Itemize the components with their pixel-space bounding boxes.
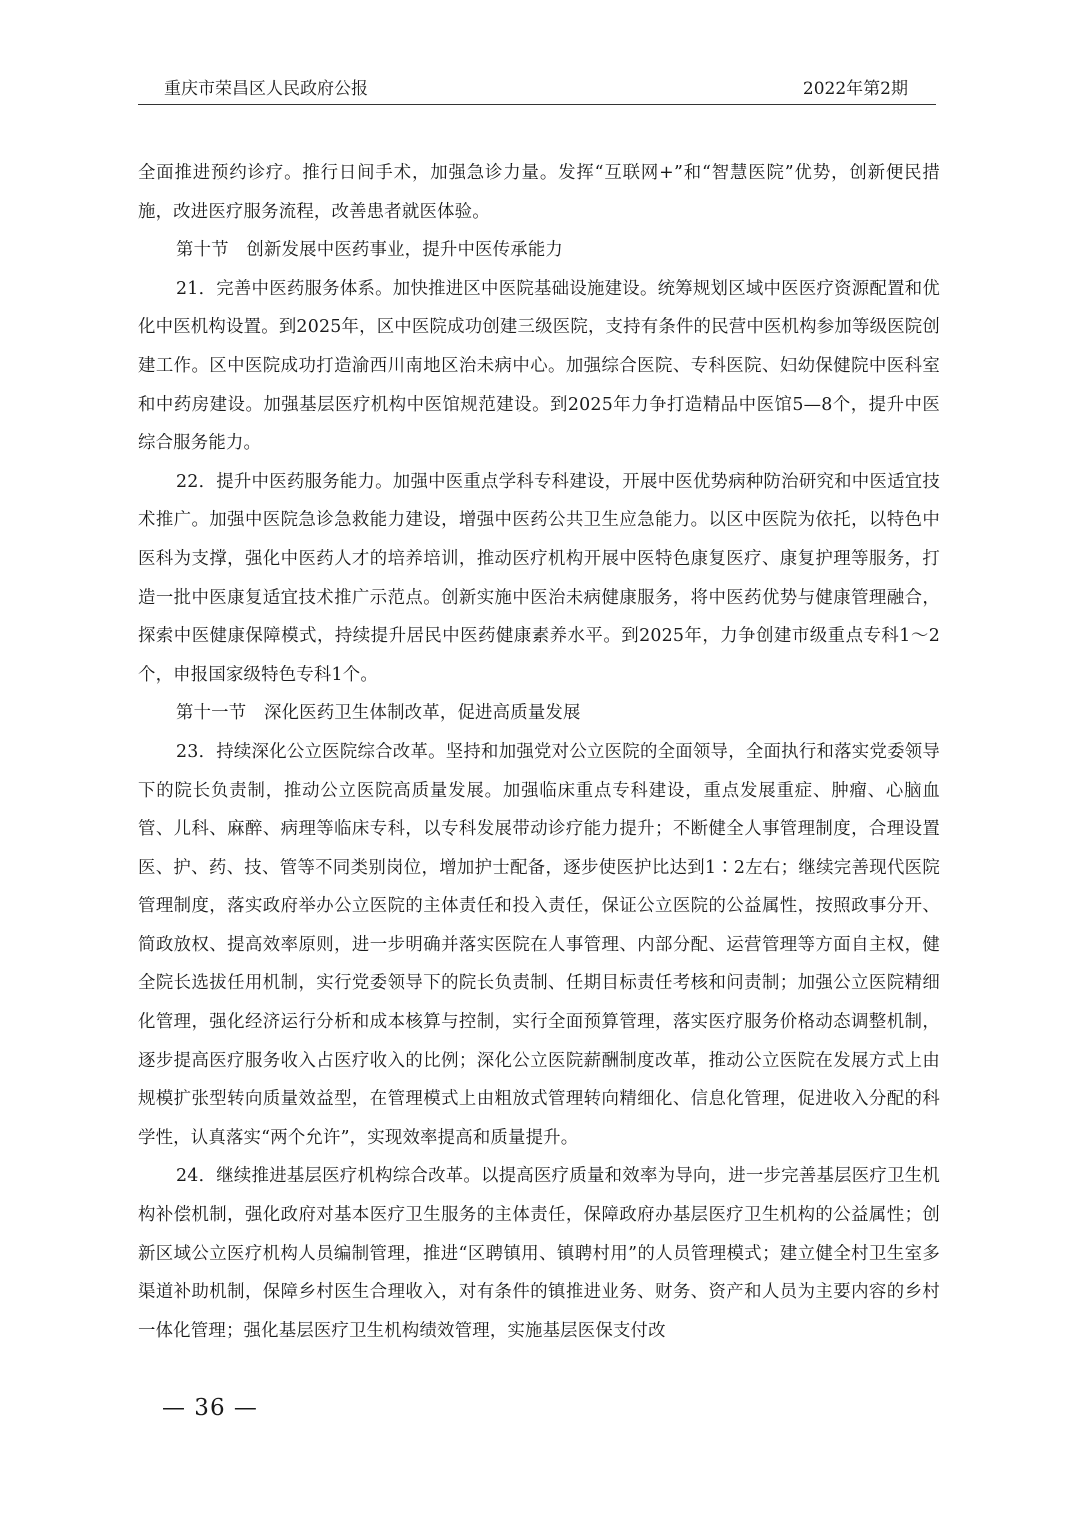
page-header <box>138 78 936 105</box>
issue-number: 2022年第2期 <box>802 79 908 99</box>
paragraph-item-24: 24．继续推进基层医疗机构综合改革。以提高医疗质量和效率为导向，进一步完善基层医疗卫生机构补偿机制，强化政府对基本医疗卫生服务的主体责任，保障政府办基层医疗卫生机构的公益属性；创新区域公立医疗机构人员编制管理，推进“区聘镇用、镇聘村用”的人员管理模式；建立健全村卫生室多渠道补助机制，保障乡村医生合理收入，对有条件的镇推进业务、财务、资产和人员为主要内容的乡村一体化管理；强化基层医疗卫生机构绩效管理，实施基层医保支付改 <box>138 1166 940 1341</box>
document-body <box>138 154 940 1350</box>
publication-title: 重庆市荣昌区人民政府公报 <box>164 79 368 99</box>
section-heading-11: 第十一节 深化医药卫生体制改革，促进高质量发展 <box>176 703 581 724</box>
paragraph-item-21: 21．完善中医药服务体系。加快推进区中医院基础设施建设。统筹规划区域中医医疗资源配置和优化中医机构设置。到2025年，区中医院成功创建三级医院，支持有条件的民营中医机构参加等级医院创建工作。区中医院成功打造渝西川南地区治未病中心。加强综合医院、专科医院、妇幼保健院中医科室和中药房建设。加强基层医疗机构中医馆规范建设。到2025年力争打造精品中医馆5—8个，提升中医综合服务能力。 <box>138 278 940 454</box>
paragraph-continuation: 全面推进预约诊疗。推行日间手术，加强急诊力量。发挥“互联网+”和“智慧医院”优势，创新便民措施，改进医疗服务流程，改善患者就医体验。 <box>138 163 940 222</box>
paragraph-item-22: 22．提升中医药服务能力。加强中医重点学科专科建设，开展中医优势病种防治研究和中医适宜技术推广。加强中医院急诊急救能力建设，增强中医药公共卫生应急能力。以区中医院为依托，以特色中医科为支撑，强化中医药人才的培养培训，推动医疗机构开展中医特色康复医疗、康复护理等服务，打造一批中医康复适宜技术推广示范点。创新实施中医治未病健康服务，将中医药优势与健康管理融合，探索中医健康保障模式，持续提升居民中医药健康素养水平。到2025年，力争创建市级重点专科1～2个，申报国家级特色专科1个。 <box>138 471 940 685</box>
paragraph-item-23: 23．持续深化公立医院综合改革。坚持和加强党对公立医院的全面领导，全面执行和落实党委领导下的院长负责制，推动公立医院高质量发展。加强临床重点专科建设，重点发展重症、肿瘤、心脑血管、儿科、麻醉、病理等临床专科，以专科发展带动诊疗能力提升；不断健全人事管理制度，合理设置医、护、药、技、管等不同类别岗位，增加护士配备，逐步使医护比达到1∶2左右；继续完善现代医院管理制度，落实政府举办公立医院的主体责任和投入责任，保证公立医院的公益属性，按照政事分开、简政放权、提高效率原则，进一步明确并落实医院在人事管理、内部分配、运营管理等方面自主权，健全院长选拔任用机制，实行党委领导下的院长负责制、任期目标责任考核和问责制；加强公立医院精细化管理，强化经济运行分析和成本核算与控制，实行全面预算管理，落实医疗服务价格动态调整机制，逐步提高医疗服务收入占医疗收入的比例；深化公立医院薪酬制度改革，推动公立医院在发展方式上由规模扩张型转向质量效益型，在管理模式上由粗放式管理转向精细化、信息化管理，促进收入分配的科学性，认真落实“两个允许”，实现效率提高和质量提升。 <box>138 741 940 1148</box>
page-number: — 36 — <box>162 1395 258 1421</box>
section-heading-10: 第十节 创新发展中医药事业，提升中医传承能力 <box>176 240 563 261</box>
